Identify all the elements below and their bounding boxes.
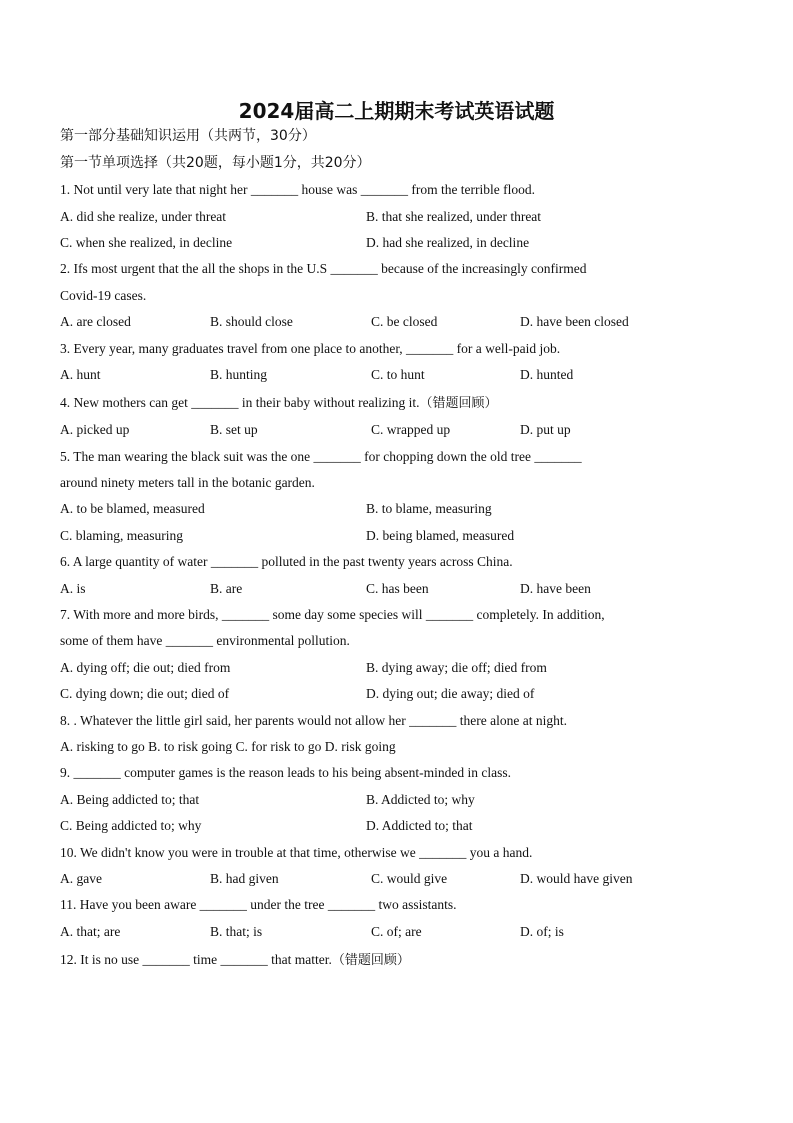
- question-4-option-b: B. set up: [210, 422, 258, 437]
- question-5-option-b: B. to blame, measuring: [366, 501, 492, 516]
- question-9-stem: 9. _______ computer games is the reason leads to his being absent-minded in class.: [60, 765, 512, 780]
- question-4-option-c: C. wrapped up: [371, 422, 451, 437]
- question-10-option-c: C. would give: [371, 871, 448, 886]
- exam-title: 2024届高二上期期末考试英语试题: [238, 99, 555, 123]
- question-1-option-b: B. that she realized, under threat: [366, 209, 542, 224]
- question-3-option-a: A. hunt: [60, 367, 101, 382]
- question-6-option-c: C. has been: [366, 581, 429, 596]
- question-5-option-c: C. blaming, measuring: [60, 528, 183, 543]
- question-12-stem: 12. It is no use _______ time _______ that matter.: [60, 952, 332, 967]
- question-3-option-c: C. to hunt: [371, 367, 425, 382]
- question-10-option-b: B. had given: [210, 871, 279, 886]
- question-7-option-b: B. dying away; die off; died from: [366, 660, 547, 675]
- section-one-heading: 第一节单项选择（共20题，每小题1分，共20分）: [60, 155, 371, 171]
- question-1-option-c: C. when she realized, in decline: [60, 235, 233, 250]
- question-1-option-d: D. had she realized, in decline: [366, 235, 530, 250]
- question-8-options: A. risking to go B. to risk going C. for risk to go D. risk going: [60, 739, 396, 754]
- question-4-stem: 4. New mothers can get _______ in their baby without realizing it.: [60, 395, 420, 410]
- question-12-stem-row: [60, 950, 410, 970]
- question-4-option-d: D. put up: [520, 422, 571, 437]
- question-1-stem: 1. Not until very late that night her _______ house was _______ from the terrible flood.: [60, 182, 536, 197]
- question-3-option-d: D. hunted: [520, 367, 574, 382]
- question-11-stem: 11. Have you been aware _______ under the tree _______ two assistants.: [60, 897, 457, 912]
- question-1-option-a: A. did she realize, under threat: [60, 209, 227, 224]
- question-6-stem: 6. A large quantity of water _______ polluted in the past twenty years across China.: [60, 554, 513, 569]
- question-5-stem-continued: around ninety meters tall in the botanic garden.: [60, 475, 315, 490]
- question-3-stem: 3. Every year, many graduates travel from one place to another, _______ for a well-paid job.: [60, 341, 561, 356]
- question-11-option-d: D. of; is: [520, 924, 564, 939]
- question-6-option-b: B. are: [210, 581, 243, 596]
- question-5-option-d: D. being blamed, measured: [366, 528, 515, 543]
- question-12-review-note: （错题回顾）: [331, 953, 410, 968]
- question-11-option-c: C. of; are: [371, 924, 422, 939]
- question-2-option-c: C. be closed: [371, 314, 438, 329]
- question-7-option-c: C. dying down; die out; died of: [60, 686, 230, 701]
- question-2-option-b: B. should close: [210, 314, 293, 329]
- question-9-option-b: B. Addicted to; why: [366, 792, 475, 807]
- question-5-stem: 5. The man wearing the black suit was the one _______ for chopping down the old tree _______: [60, 449, 582, 464]
- question-2-stem: 2. Ifs most urgent that the all the shops in the U.S _______ because of the increasingly confirmed: [60, 261, 587, 276]
- part-one-heading: 第一部分基础知识运用（共两节，30分）: [60, 128, 316, 144]
- question-10-stem: 10. We didn't know you were in trouble at that time, otherwise we _______ you a hand.: [60, 845, 533, 860]
- question-7-option-d: D. dying out; die away; died of: [366, 686, 535, 701]
- question-2-option-a: A. are closed: [60, 314, 131, 329]
- question-4-review-note: （错题回顾）: [419, 396, 498, 411]
- question-6-option-d: D. have been: [520, 581, 591, 596]
- question-8-stem: 8. . Whatever the little girl said, her parents would not allow her _______ there alone at night.: [60, 713, 567, 728]
- question-5-option-a: A. to be blamed, measured: [60, 501, 205, 516]
- question-9-option-a: A. Being addicted to; that: [60, 792, 200, 807]
- question-3-option-b: B. hunting: [210, 367, 268, 382]
- question-7-stem: 7. With more and more birds, _______ some day some species will _______ completely. In addition,: [60, 607, 605, 622]
- question-10-option-d: D. would have given: [520, 871, 633, 886]
- question-9-option-c: C. Being addicted to; why: [60, 818, 202, 833]
- question-10-option-a: A. gave: [60, 871, 102, 886]
- question-4-option-a: A. picked up: [60, 422, 130, 437]
- question-7-option-a: A. dying off; die out; died from: [60, 660, 231, 675]
- question-9-option-d: D. Addicted to; that: [366, 818, 473, 833]
- question-2-option-d: D. have been closed: [520, 314, 629, 329]
- question-4-stem-row: [60, 393, 498, 413]
- question-7-stem-continued: some of them have _______ environmental pollution.: [60, 633, 350, 648]
- question-6-option-a: A. is: [60, 581, 86, 596]
- question-11-option-b: B. that; is: [210, 924, 263, 939]
- question-2-stem-continued: Covid-19 cases.: [60, 288, 147, 303]
- question-11-option-a: A. that; are: [60, 924, 121, 939]
